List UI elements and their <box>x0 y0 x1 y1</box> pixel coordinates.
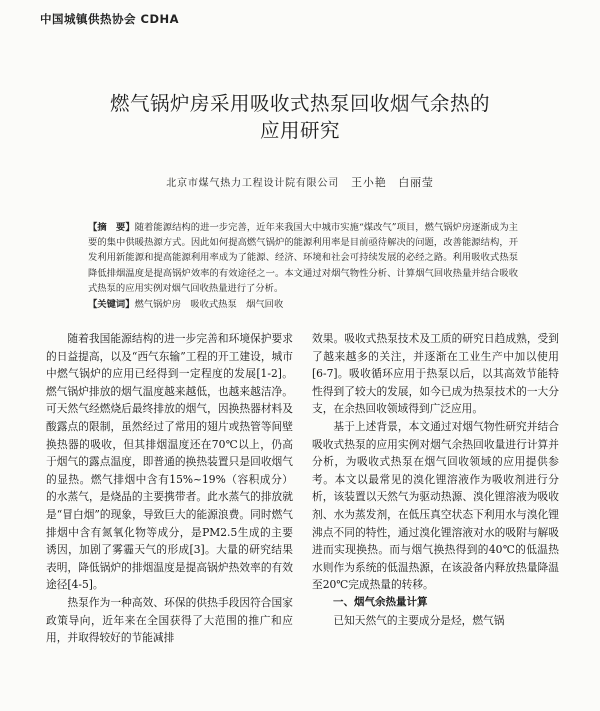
affiliation: 北京市煤气热力工程设计院有限公司 <box>166 178 340 189</box>
abstract-label: 【摘 要】 <box>88 222 135 233</box>
abstract-block <box>88 220 518 312</box>
section-heading: 一、烟气余热量计算 <box>333 595 428 608</box>
abstract-text: 随着能源结构的进一步完善，近年来我国大中城市实施“煤改气”项目，燃气锅炉房逐渐成为主要的集中供暖热源方式。因此如何提高燃气锅炉的能源利用率是目前亟待解决的问题，改善能源结构，开发利用新能源和提高能源利用率成为了能源、经济、环境和社会可持续发展的必经之路。利用吸收式热泵降低排烟温度是提高锅炉效率的有效途径之一。本文通过对烟气物性分析、计算烟气回收热量并结合吸收式热泵的应用实例对烟气回收热量进行了分析。 <box>88 222 518 294</box>
body-column-left <box>46 330 293 647</box>
author-line <box>0 174 600 190</box>
body-column-right <box>312 330 559 629</box>
paragraph: 已知天然气的主要成分是烃，燃气锅 <box>333 613 505 627</box>
keywords-label: 【关键词】 <box>88 299 135 311</box>
paragraph: 基于上述背景，本文通过对烟气物性研究并结合吸收式热泵的应用实例对烟气余热回收量进行计算并分析，为吸收式热泵在烟气回收领域的应用提供参考。本文以最常见的溴化锂溶液作为吸收剂进行分析，该装置以天然气为驱动热源、溴化锂溶液为吸收剂、水为蒸发剂，在低压真空状态下利用水与溴化锂沸点不同的特性，通过溴化锂溶液对水的吸附与解吸进而实现换热。而与烟气换热得到的40℃的低温热水则作为系统的低温热源，在该設备内释放热量降温至20℃完成热量的转移。 <box>312 419 559 592</box>
title-line-2: 应用研究 <box>259 119 340 142</box>
keywords-text: 燃气锅炉房 吸收式热泵 烟气回收 <box>134 299 284 311</box>
keywords <box>88 297 518 312</box>
journal-header: 中国城镇供热协会 CDHA <box>40 12 180 26</box>
paper-title <box>0 90 600 144</box>
paragraph: 效果。吸收式热泵技术及工质的研究日趋成熟，受到了越来越多的关注，并逐渐在工业生产中加以使用[6-7]。吸收循环应用于热泵以后，以其高效节能特性得到了较大的发展，如今已成为热泵技术的一大分支，在余热回收领域得到广泛应用。 <box>312 332 559 416</box>
abstract <box>88 220 518 296</box>
paragraph: 随着我国能源结构的进一步完善和环境保护要求的日益提高，以及“西气东输”工程的开工建设，城市中燃气锅炉的应用已经得到一定程度的发展[1-2]。燃气锅炉排放的烟气温度越来越低，也越来越洁净。可天然气经燃烧后最终排放的烟气，因换热器材料及酸露点的限制，虽然经过了常用的翅片或热管等间壁换热器的吸收，但其排烟温度还在70℃以上，仍高于烟气的露点温度，即普通的换热装置只是回收烟气的显热。燃气排烟中含有15%~19%（容积成分）的水蒸气，是烧晶的主要携带者。此水蒸气的排放就是“冒白烟”的现象，导致巨大的能源浪费。同时燃气排烟中含有氮氧化物等成分，是PM2.5生成的主要诱因，加剧了雾霾天气的形成[3]。大量的研究结果表明，降低锅炉的排烟温度是提高锅炉热效率的有效途径[4-5]。 <box>46 332 293 592</box>
paragraph: 热泵作为一种高效、环保的供热手段因符合国家政策导向，近年来在全国获得了大范围的推广和应用，并取得较好的节能减排 <box>46 595 293 645</box>
title-line-1: 燃气锅炉房采用吸收式热泵回收烟气余热的 <box>109 92 490 115</box>
author-names: 王小艳 白丽莹 <box>351 176 434 189</box>
